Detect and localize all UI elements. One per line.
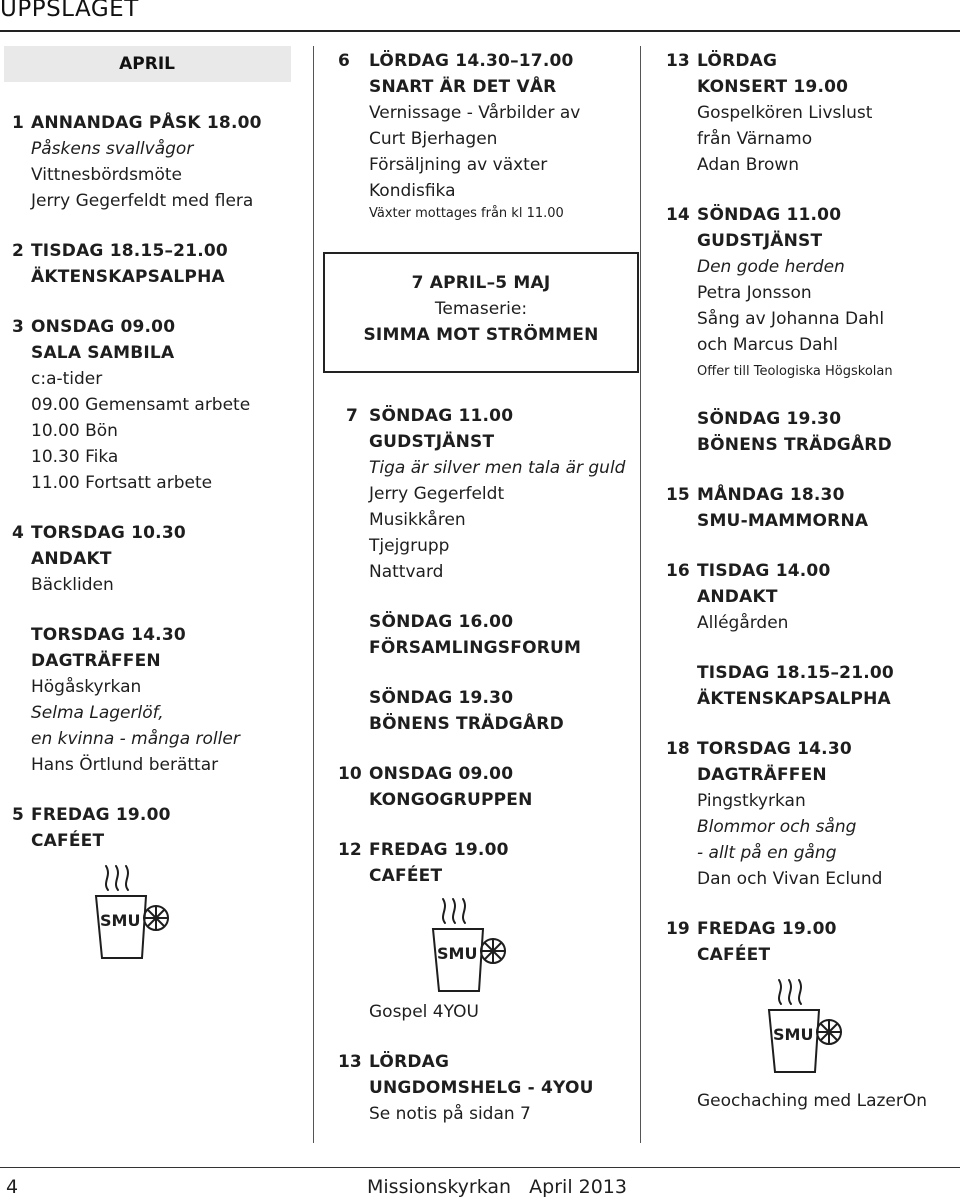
event-name: FÖRSAMLINGSFORUM [369, 638, 582, 658]
event-detail: Vittnesbördsmöte [31, 165, 183, 185]
event-detail: från Värnamo [697, 129, 813, 149]
event-title: TORSDAG 14.30 [697, 739, 852, 759]
event-date-number: 13 [666, 51, 690, 71]
event-name: CAFÉET [31, 831, 105, 851]
column-2 [338, 46, 628, 1127]
event-name: CAFÉET [697, 945, 771, 965]
event-4-afternoon [4, 622, 291, 778]
event-name: GUDSTJÄNST [697, 231, 823, 251]
event-theme: Blommor och sång [697, 817, 857, 837]
event-detail: Sång av Johanna Dahl [697, 309, 885, 329]
theme-label: Temaserie: [434, 299, 528, 319]
event-detail: Dan och Vivan Eclund [697, 869, 883, 889]
event-name: BÖNENS TRÄDGÅRD [697, 435, 892, 455]
event-detail: Tjejgrupp [369, 536, 450, 556]
event-title: FREDAG 19.00 [697, 919, 837, 939]
column-3 [666, 46, 960, 1114]
event-title: LÖRDAG [369, 1052, 450, 1072]
event-detail: Jerry Gegerfeldt med flera [31, 191, 254, 211]
event-theme: Selma Lagerlöf, [31, 703, 164, 723]
month-heading: APRIL [4, 46, 291, 82]
event-detail: Vernissage - Vårbilder av [369, 103, 581, 123]
event-theme: Tiga är silver men tala är guld [369, 458, 626, 478]
event-date-number: 19 [666, 919, 690, 939]
event-detail: Pingstkyrkan [697, 791, 806, 811]
event-detail: Gospel 4YOU [369, 1002, 479, 1022]
event-7-afternoon [338, 609, 628, 661]
event-date-number: 18 [666, 739, 690, 759]
event-4 [4, 520, 291, 598]
event-detail: och Marcus Dahl [697, 335, 839, 355]
event-name: ÄKTENSKAPSALPHA [697, 689, 891, 709]
event-title: TORSDAG 10.30 [31, 523, 186, 543]
event-title: LÖRDAG 14.30–17.00 [369, 51, 574, 71]
event-title: MÅNDAG 18.30 [697, 485, 845, 505]
event-title: ONSDAG 09.00 [31, 317, 176, 337]
event-1 [4, 110, 291, 214]
event-detail: Nattvard [369, 562, 444, 582]
event-theme: Den gode herden [697, 257, 845, 277]
event-title: SÖNDAG 19.30 [369, 688, 514, 708]
event-title: ANNANDAG PÅSK 18.00 [31, 113, 262, 133]
event-detail: Jerry Gegerfeldt [369, 484, 505, 504]
event-name: GUDSTJÄNST [369, 432, 495, 452]
event-18 [666, 736, 960, 892]
event-note: Offer till Teologiska Högskolan [697, 364, 893, 379]
event-16 [666, 558, 960, 636]
event-7-evening [338, 685, 628, 737]
smu-cafe-cup-icon [429, 893, 513, 993]
event-detail: Kondisfika [369, 181, 456, 201]
event-3 [4, 314, 291, 496]
event-16-evening [666, 660, 960, 712]
event-name: CAFÉET [369, 866, 443, 886]
event-date-number: 6 [338, 51, 350, 71]
event-detail: 11.00 Fortsatt arbete [31, 473, 213, 493]
event-detail: Adan Brown [697, 155, 800, 175]
event-date-number: 4 [12, 523, 24, 543]
event-title: TISDAG 18.15–21.00 [697, 663, 894, 683]
smu-cafe-cup-icon [765, 974, 849, 1074]
event-title: SÖNDAG 16.00 [369, 612, 514, 632]
event-detail: 09.00 Gemensamt arbete [31, 395, 251, 415]
event-title: SÖNDAG 11.00 [369, 406, 514, 426]
theme-dates: 7 APRIL–5 MAJ [411, 273, 551, 293]
event-title: TISDAG 18.15–21.00 [31, 241, 228, 261]
publication-footer: Missionskyrkan April 2013 [367, 1176, 627, 1198]
event-5 [4, 802, 291, 854]
event-name: ANDAKT [31, 549, 112, 569]
event-theme: Påskens svallvågor [31, 139, 194, 159]
event-10 [338, 761, 628, 813]
event-13 [666, 48, 960, 178]
theme-series-box [323, 252, 639, 373]
event-name: SMU-MAMMORNA [697, 511, 869, 531]
event-detail: Curt Bjerhagen [369, 129, 498, 149]
event-date-number: 1 [12, 113, 24, 133]
column-divider [640, 46, 641, 1143]
event-12 [338, 837, 628, 1025]
event-detail: Petra Jonsson [697, 283, 812, 303]
event-detail: c:a-tider [31, 369, 103, 389]
event-name: ANDAKT [697, 587, 778, 607]
event-14 [666, 202, 960, 386]
event-name: BÖNENS TRÄDGÅRD [369, 714, 564, 734]
event-detail: Allégården [697, 613, 789, 633]
event-title: SÖNDAG 19.30 [697, 409, 842, 429]
event-detail: Se notis på sidan 7 [369, 1104, 531, 1124]
event-detail: Geochaching med LazerOn [697, 1091, 928, 1111]
event-title: FREDAG 19.00 [369, 840, 509, 860]
event-name: DAGTRÄFFEN [31, 651, 161, 671]
event-name: UNGDOMSHELG - 4YOU [369, 1078, 594, 1098]
event-theme: - allt på en gång [697, 843, 837, 863]
event-name: KONGOGRUPPEN [369, 790, 533, 810]
event-name: ÄKTENSKAPSALPHA [31, 267, 225, 287]
event-13-youth [338, 1049, 628, 1127]
event-6 [338, 48, 628, 224]
event-date-number: 3 [12, 317, 24, 337]
event-date-number: 5 [12, 805, 24, 825]
event-date-number: 2 [12, 241, 24, 261]
event-detail: Försäljning av växter [369, 155, 548, 175]
event-title: LÖRDAG [697, 51, 778, 71]
smu-cafe-cup-icon [92, 860, 176, 960]
event-detail: Högåskyrkan [31, 677, 142, 697]
cup-label: SMU [100, 911, 141, 930]
header-rule [0, 30, 960, 32]
event-15 [666, 482, 960, 534]
cup-label: SMU [437, 944, 478, 963]
footer-rule [0, 1167, 960, 1168]
event-title: SÖNDAG 11.00 [697, 205, 842, 225]
event-detail: 10.30 Fika [31, 447, 119, 467]
event-2 [4, 238, 291, 290]
event-detail: Musikkåren [369, 510, 466, 530]
page-number: 4 [6, 1176, 19, 1198]
cup-label: SMU [773, 1025, 814, 1044]
section-title: UPPSLAGET [0, 0, 139, 22]
event-detail: Bäckliden [31, 575, 114, 595]
event-date-number: 10 [338, 764, 362, 784]
event-19 [666, 916, 960, 1114]
event-name: KONSERT 19.00 [697, 77, 849, 97]
event-name: SNART ÄR DET VÅR [369, 77, 557, 97]
event-date-number: 13 [338, 1052, 362, 1072]
event-name: DAGTRÄFFEN [697, 765, 827, 785]
theme-title: SIMMA MOT STRÖMMEN [363, 325, 599, 345]
event-detail: Hans Örtlund berättar [31, 755, 219, 775]
column-divider [313, 46, 314, 1143]
event-7 [338, 403, 628, 585]
event-date-number: 16 [666, 561, 690, 581]
event-title: TORSDAG 14.30 [31, 625, 186, 645]
event-14-evening [666, 406, 960, 458]
event-name: SALA SAMBILA [31, 343, 175, 363]
event-date-number: 14 [666, 205, 690, 225]
event-title: TISDAG 14.00 [697, 561, 831, 581]
event-detail: Gospelkören Livslust [697, 103, 873, 123]
event-title: FREDAG 19.00 [31, 805, 171, 825]
event-detail: 10.00 Bön [31, 421, 118, 441]
event-theme: en kvinna - många roller [31, 729, 240, 749]
event-title: ONSDAG 09.00 [369, 764, 514, 784]
event-date-number: 7 [346, 406, 358, 426]
column-1 [4, 46, 291, 960]
event-date-number: 12 [338, 840, 362, 860]
event-note: Växter mottages från kl 11.00 [369, 206, 564, 221]
event-date-number: 15 [666, 485, 690, 505]
